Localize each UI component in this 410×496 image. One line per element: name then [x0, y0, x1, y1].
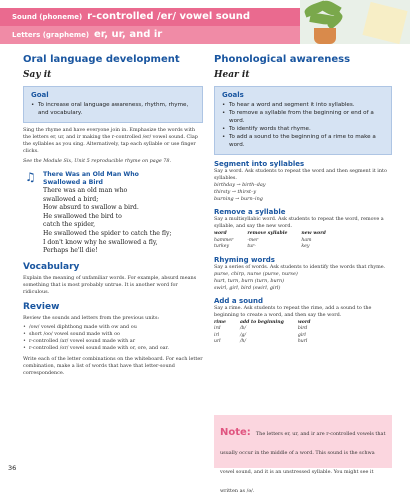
poem-title-line-1: There Was an Old Man Who	[43, 171, 139, 178]
table-header-cell: word	[297, 319, 311, 325]
right-column	[214, 54, 392, 346]
table-row	[214, 244, 340, 251]
hear-it-subheading: Hear it	[214, 70, 250, 80]
say-it-subheading: Say it	[23, 70, 52, 80]
segment-text: Say a word. Ask students to repeat the word and then segment it into syllables.	[214, 168, 387, 181]
table-cell: /b/	[239, 326, 246, 331]
page-number: 36	[8, 464, 17, 472]
add-sound-heading: Add a sound	[214, 296, 263, 305]
poem-title-line-2: Swallowed a Bird	[43, 179, 103, 186]
table-cell: hammer	[214, 237, 234, 243]
table-cell: hurl	[297, 339, 308, 344]
review-item: • short /oo/ vowel sound made with oo	[23, 331, 203, 338]
review-intro: Review the sounds and letters from the previous units:	[23, 314, 160, 321]
vocabulary-heading: Vocabulary	[23, 261, 80, 272]
table-cell: tur-	[247, 244, 256, 249]
segment-example: birthday → birth–day	[214, 182, 266, 188]
table-header-cell: new word	[301, 231, 326, 236]
poem-line: catch the spider,	[43, 221, 96, 229]
review-item: • r-controlled /ar/ vowel sound made with ar	[23, 338, 203, 345]
rhyming-text: Say a series of words. Ask students to identify the words that rhyme.	[214, 263, 386, 270]
table-cell: ham	[301, 237, 312, 243]
goals-list	[222, 101, 384, 149]
goals-item: • To remove a syllable from the beginning or end of a word.	[222, 109, 384, 125]
note-box	[214, 415, 392, 494]
flower-pot	[314, 28, 336, 44]
poem-line: I don't know why he swallowed a fly,	[43, 238, 158, 246]
left-column	[23, 54, 203, 377]
add-sound-table	[214, 320, 324, 346]
goals-item: • To add a sound to the beginning of a rime to make a word.	[222, 133, 384, 149]
goal-box	[23, 86, 203, 123]
goal-list	[31, 101, 195, 117]
header-letters-band	[0, 26, 320, 44]
rhyming-example: purse, chirp, nurse (purse, nurse)	[214, 270, 298, 277]
table-cell: -mer	[247, 237, 259, 243]
poem-line: swallowed a bird;	[43, 195, 99, 203]
music-note-icon: ♫	[25, 170, 36, 184]
segment-heading: Segment into syllables	[214, 160, 305, 168]
remove-text: Say a multisyllabic word. Ask students to repeat the word, remove a syllable, and say the new word.	[214, 216, 384, 229]
goals-item: • To identify words that rhyme.	[222, 125, 384, 133]
rhyme-poem	[23, 171, 203, 256]
table-cell: turkey	[214, 244, 230, 249]
table-cell: url	[214, 339, 221, 344]
goals-box	[214, 86, 392, 155]
vocabulary-text: Explain the meaning of unfamiliar words. For example, absurd means something that is most probably untrue. It is another word for ridiculous.	[23, 274, 197, 295]
header-letters-label: Letters (grapheme) er, ur, and ir	[12, 29, 163, 40]
remove-table	[214, 231, 340, 251]
table-cell: ird	[214, 326, 221, 331]
header-letters-title: er, ur, and ir	[93, 29, 163, 40]
table-cell: bird	[297, 326, 308, 331]
goals-item: • To hear a word and segment it into syllables.	[222, 101, 384, 109]
table-header-cell: word	[214, 231, 227, 236]
page-header	[0, 0, 410, 44]
table-header-cell: remove syllable	[247, 231, 288, 236]
segment-example: thirsty → thirst–y	[214, 189, 257, 195]
header-sound-title: r-controlled /er/ vowel sound	[87, 11, 251, 22]
table-header-cell: add to beginning	[239, 319, 284, 325]
add-sound-text: Say a rime. Ask students to repeat the rime, add a sound to the beginning to create a word, and then say the word.	[214, 304, 372, 318]
paper-card	[362, 2, 407, 44]
poem-line: He swallowed the bird to	[43, 212, 122, 220]
table-row	[214, 339, 324, 346]
table-cell: key	[301, 244, 310, 249]
review-heading: Review	[23, 301, 60, 312]
note-text: The letters er, ur, and ir are r-controlled vowels that usually occur in the middle of a word. This sound is the schwa vowel sound, and it is an unstressed syllable. You might see it written as /ə/.	[220, 431, 386, 494]
see-also-note: See the Module Six, Unit 5 reproducible rhyme on page 78.	[23, 158, 172, 164]
review-outro: Write each of the letter combinations on the whiteboard. For each letter combination, make a list of words that have that letter-sound correspondence.	[23, 355, 203, 376]
table-cell: irl	[214, 332, 220, 338]
poem-line: How absurd to swallow a bird.	[43, 204, 139, 212]
goal-title: Goal	[31, 91, 49, 99]
goal-item: • To increase oral language awareness, rhythm, rhyme, and vocabulary.	[31, 101, 195, 117]
goals-title: Goals	[222, 91, 244, 99]
table-cell: /g/	[239, 332, 246, 338]
oral-language-heading: Oral language development	[23, 54, 180, 65]
table-header-cell: rime	[214, 319, 226, 325]
poem-line: He swallowed the spider to catch the fly;	[43, 229, 172, 237]
rhyming-example: swirl, girl, bird (swirl, girl)	[214, 284, 281, 291]
note-label: Note:	[220, 427, 251, 438]
header-photo	[300, 0, 410, 44]
review-list	[23, 324, 203, 352]
header-sound-label: Sound (phoneme) r-controlled /er/ vowel sound	[12, 11, 251, 22]
review-item: • /ow/ vowel diphthong made with ow and ou	[23, 324, 203, 331]
poem-line: There was an old man who	[43, 187, 128, 194]
phonological-heading: Phonological awareness	[214, 54, 351, 65]
review-item: • r-controlled /or/ vowel sound made with or, ore, and oar.	[23, 345, 203, 352]
table-cell: /h/	[239, 339, 247, 344]
segment-example: burning → burn–ing	[214, 196, 263, 202]
rhyming-heading: Rhyming words	[214, 255, 275, 264]
header-sound-band	[0, 8, 320, 26]
rhyming-example: hurt, turn, burn (turn, burn)	[214, 277, 285, 284]
poem-line: Perhaps he'll die!	[43, 247, 98, 255]
remove-heading: Remove a syllable	[214, 208, 286, 216]
table-cell: girl	[297, 332, 306, 338]
say-it-instructions: Sing the rhyme and have everyone join in. Emphasize the words with the letters er, ur, and ir making the r-controlled /er/ vowel sound. Clap the syllables as you sing. Alternatively, tap each syllable or use finger clicks.	[23, 127, 198, 154]
